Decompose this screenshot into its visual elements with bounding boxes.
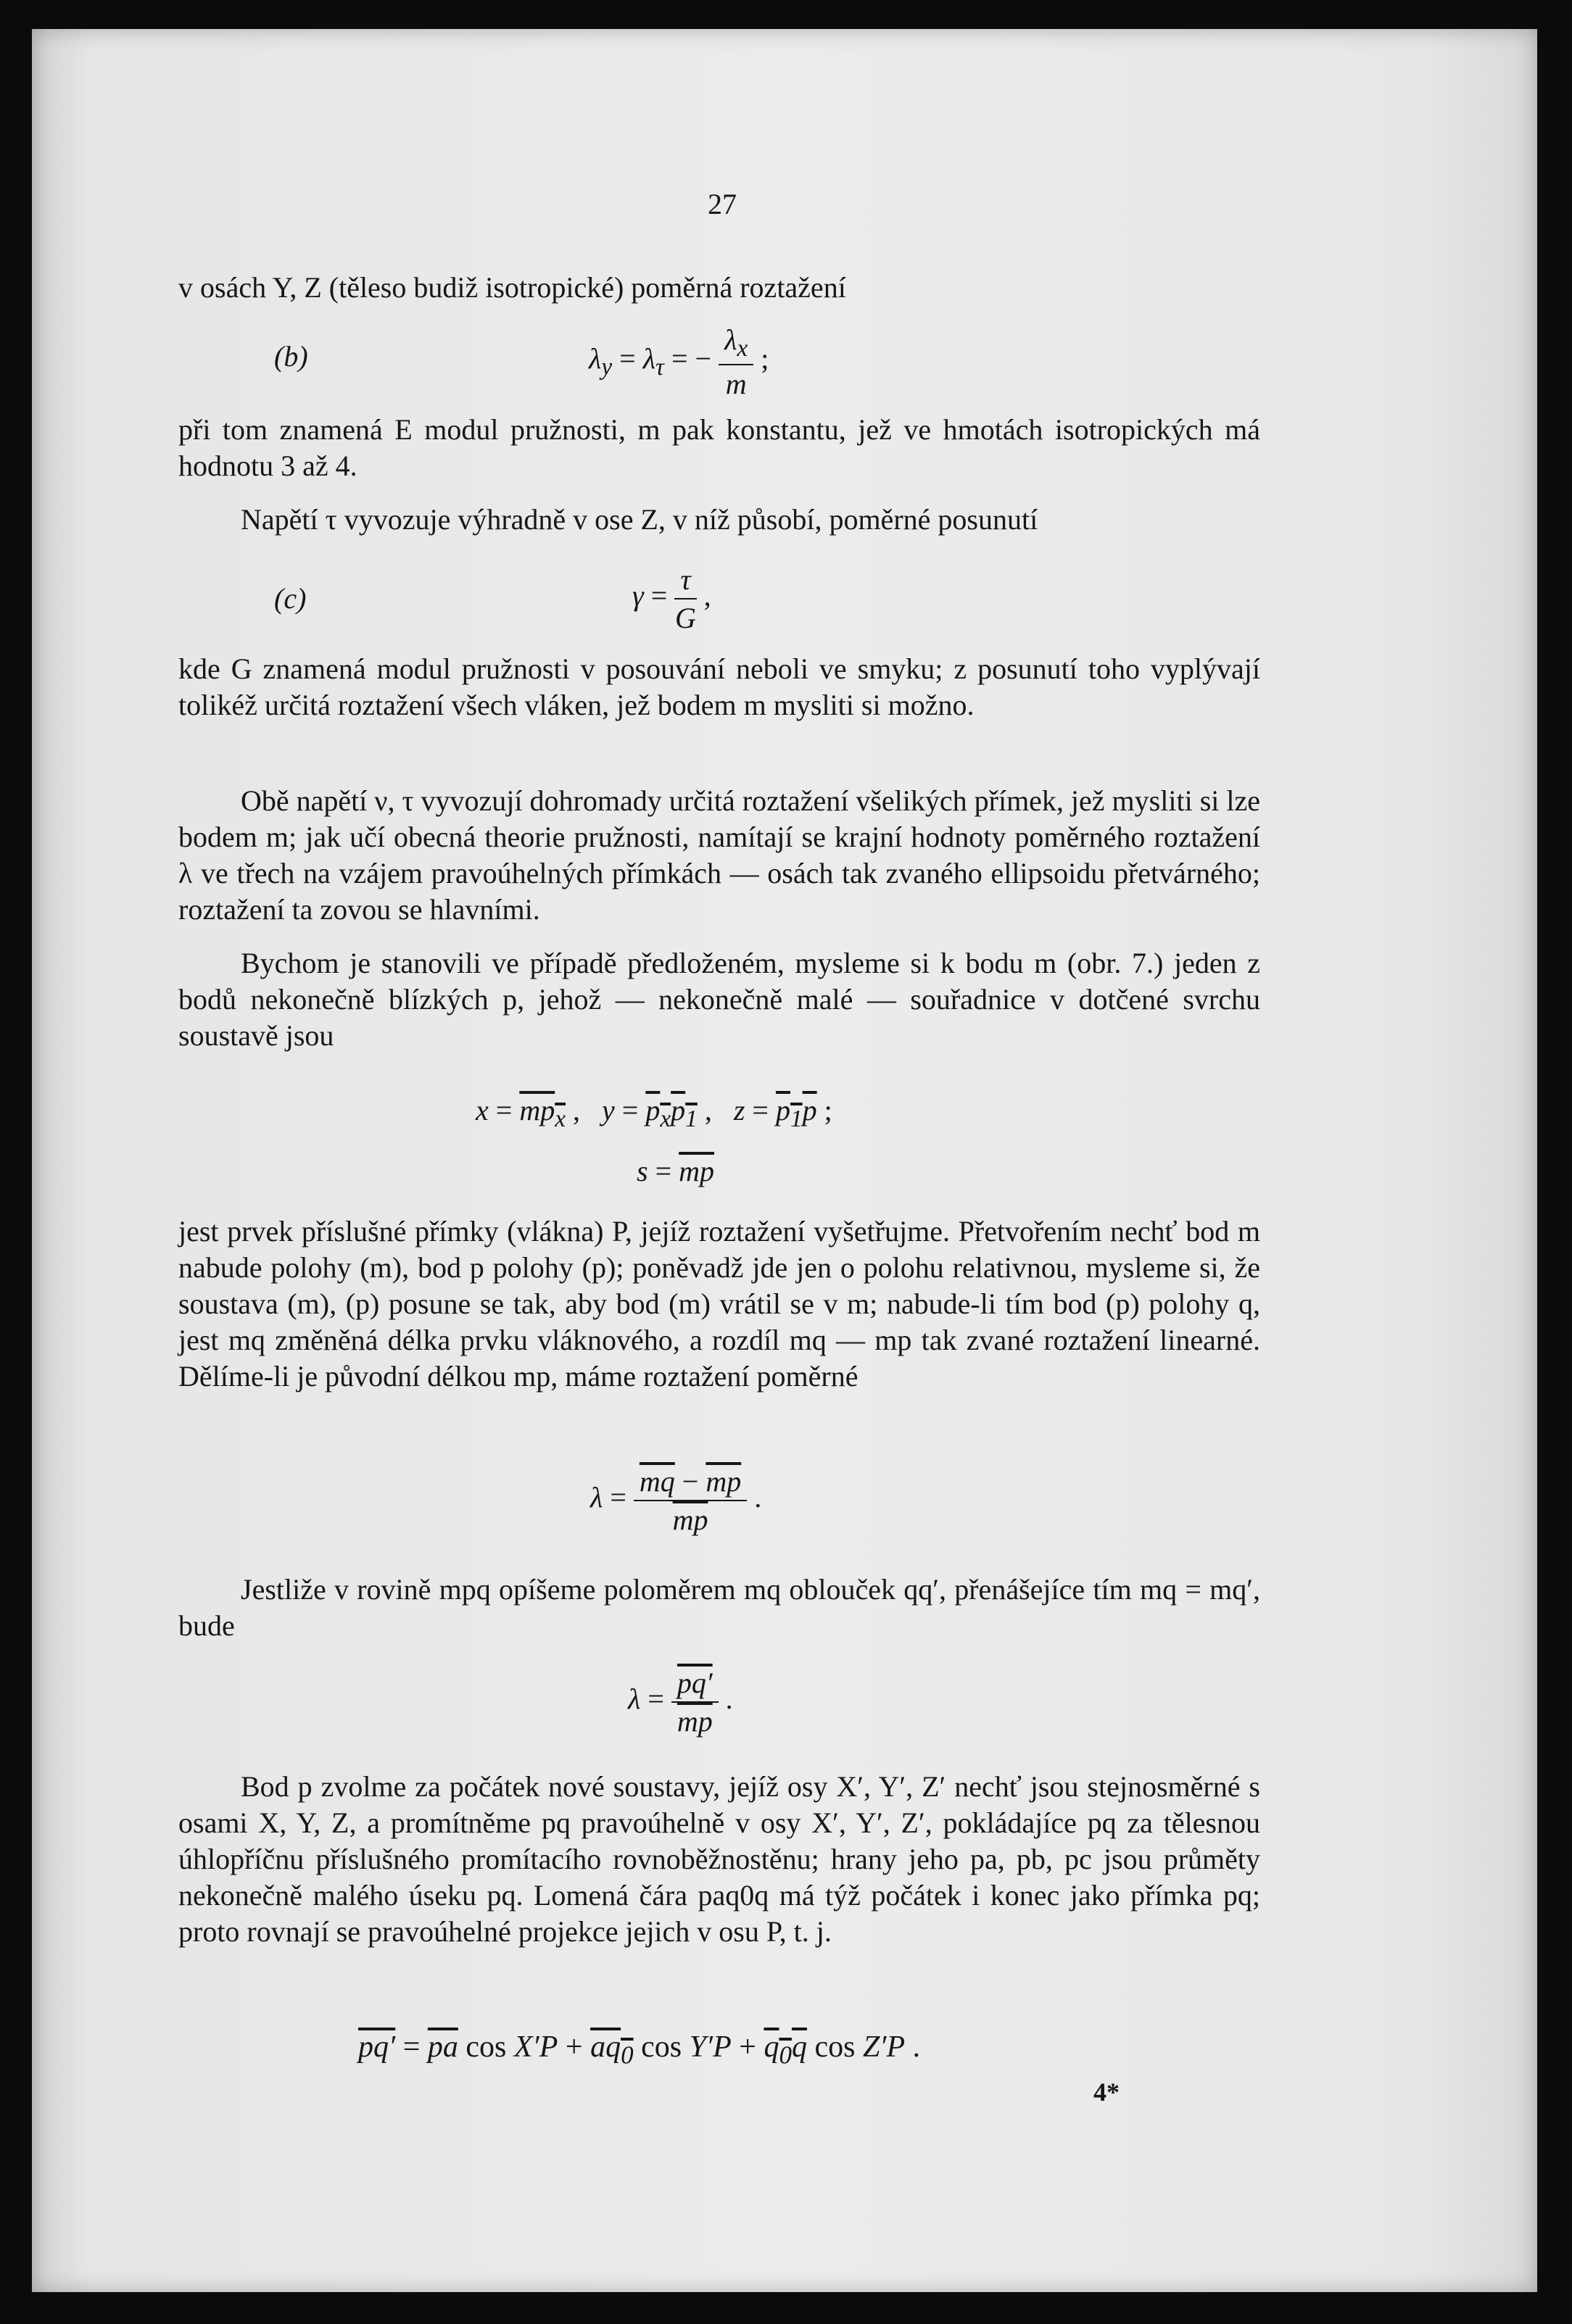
s-equation: $s = \overline{mp}$ xyxy=(637,1155,715,1187)
paragraph-3 xyxy=(178,502,1260,538)
page-sheet xyxy=(32,29,1537,2292)
paragraph-6 xyxy=(178,945,1260,1054)
lambda-equation-1: λ = $\frac{\overline{mq} - \overline{mp}}{mp}$ . xyxy=(590,1465,762,1536)
p2-text: při tom znamená E modul pružnosti, m pak konstantu, jež ve hmotách isotropických má hodnotu 3 až 4. xyxy=(178,413,1260,482)
eq-b-label: (b) xyxy=(274,340,308,373)
lambda-equation-2: λ = $\frac{pq'}{mp}$ . xyxy=(628,1667,733,1738)
paragraph-5 xyxy=(178,783,1260,928)
p3-text: Napětí τ vyvozuje výhradně v ose Z, v níž působí, poměrné posunutí xyxy=(241,503,1038,536)
projection-equation: $pq' = \overline{pa}$ $\cos X'P + aq_0$ $\cos Y'P + q_0q$ cos Z′P . xyxy=(358,2030,921,2070)
p5-text: Obě napětí ν, τ vyvozují dohromady určitá roztažení všelikých přímek, jež mysliti si lze bodem m; jak učí obecná theorie pružnosti, namítají se krajní hodnoty poměrného roztažení λ ve třech na vzájem pravoúhelných přímkách — osách tak zvaného ellipsoidu přetvárného; roztažení ta zovou se hlavními. xyxy=(178,784,1260,926)
p9-text: Bod p zvolme za počátek nové soustavy, jejíž osy X′, Y′, Z′ nechť jsou stejnosměrné s osami X, Y, Z, a promítněme pq pravoúhelně v osy X′, Y′, Z′, pokládajíce pq za tělesnou úhlopříčnu příslušného promítacího rovnoběžnostěnu; hrany jeho pa, pb, pc jsou průměty nekonečně malého úseku pq. Lomená čára paq0q má týž počátek i konec jako přímka pq; proto rovnají se pravoúhelné projekce jejich v osu P, t. j. xyxy=(178,1770,1260,1948)
eq-c: γ = $\frac{\tau}{G}$ , xyxy=(632,563,711,634)
coordinates-equation: $x = mp_x$ , $y = p_xp_1$ , $z = p_1p$ ; xyxy=(476,1094,832,1132)
p1-text: v osách Y, Z (těleso budiž isotropické) poměrná roztažení xyxy=(178,271,846,304)
p4-text: kde G znamená modul pružnosti v posouvání neboli ve smyku; z posunutí toho vyplývají tolikéž určitá roztažení všech vláken, jež bodem m mysliti si možno. xyxy=(178,652,1260,721)
paragraph-4 xyxy=(178,651,1260,723)
p7-text: jest prvek příslušné přímky (vlákna) P, jejíž roztažení vyšetřujme. Přetvořením nechť bod m nabude polohy (m), bod p polohy (p); poněvadž jde jen o polohu relativnou, mysleme si, že soustava (m), (p) posune se tak, aby bod (m) vrátil se v m; nabude-li tím bod (p) polohy q, jest mq změněná délka prvku vláknového, a rozdíl mq — mp tak zvané roztažení linearné. Dělíme-li je původní délkou mp, máme roztažení poměrné xyxy=(178,1215,1260,1393)
paragraph-7 xyxy=(178,1213,1260,1395)
p8-text: Jestliže v rovině mpq opíšeme poloměrem mq oblouček qq′, přenášejíce tím mq = mq′, bude xyxy=(178,1573,1260,1642)
eq-b: $\lambda_y = \lambda_\tau$ = − $\frac{\lambda_x}{m}$ ; xyxy=(589,323,769,400)
paragraph-2 xyxy=(178,412,1260,484)
p6-text: Bychom je stanovili ve případě předloženém, mysleme si k bodu m (obr. 7.) jeden z bodů nekonečně blízkých p, jehož — nekonečně malé — souřadnice v dotčené svrchu soustavě jsou xyxy=(178,947,1260,1052)
paragraph-1 xyxy=(178,270,1260,306)
page-number: 27 xyxy=(708,188,737,220)
eq-c-label: (c) xyxy=(274,582,307,615)
paragraph-9 xyxy=(178,1769,1260,1950)
paragraph-8 xyxy=(178,1572,1260,1644)
signature-mark: 4* xyxy=(1093,2078,1120,2107)
